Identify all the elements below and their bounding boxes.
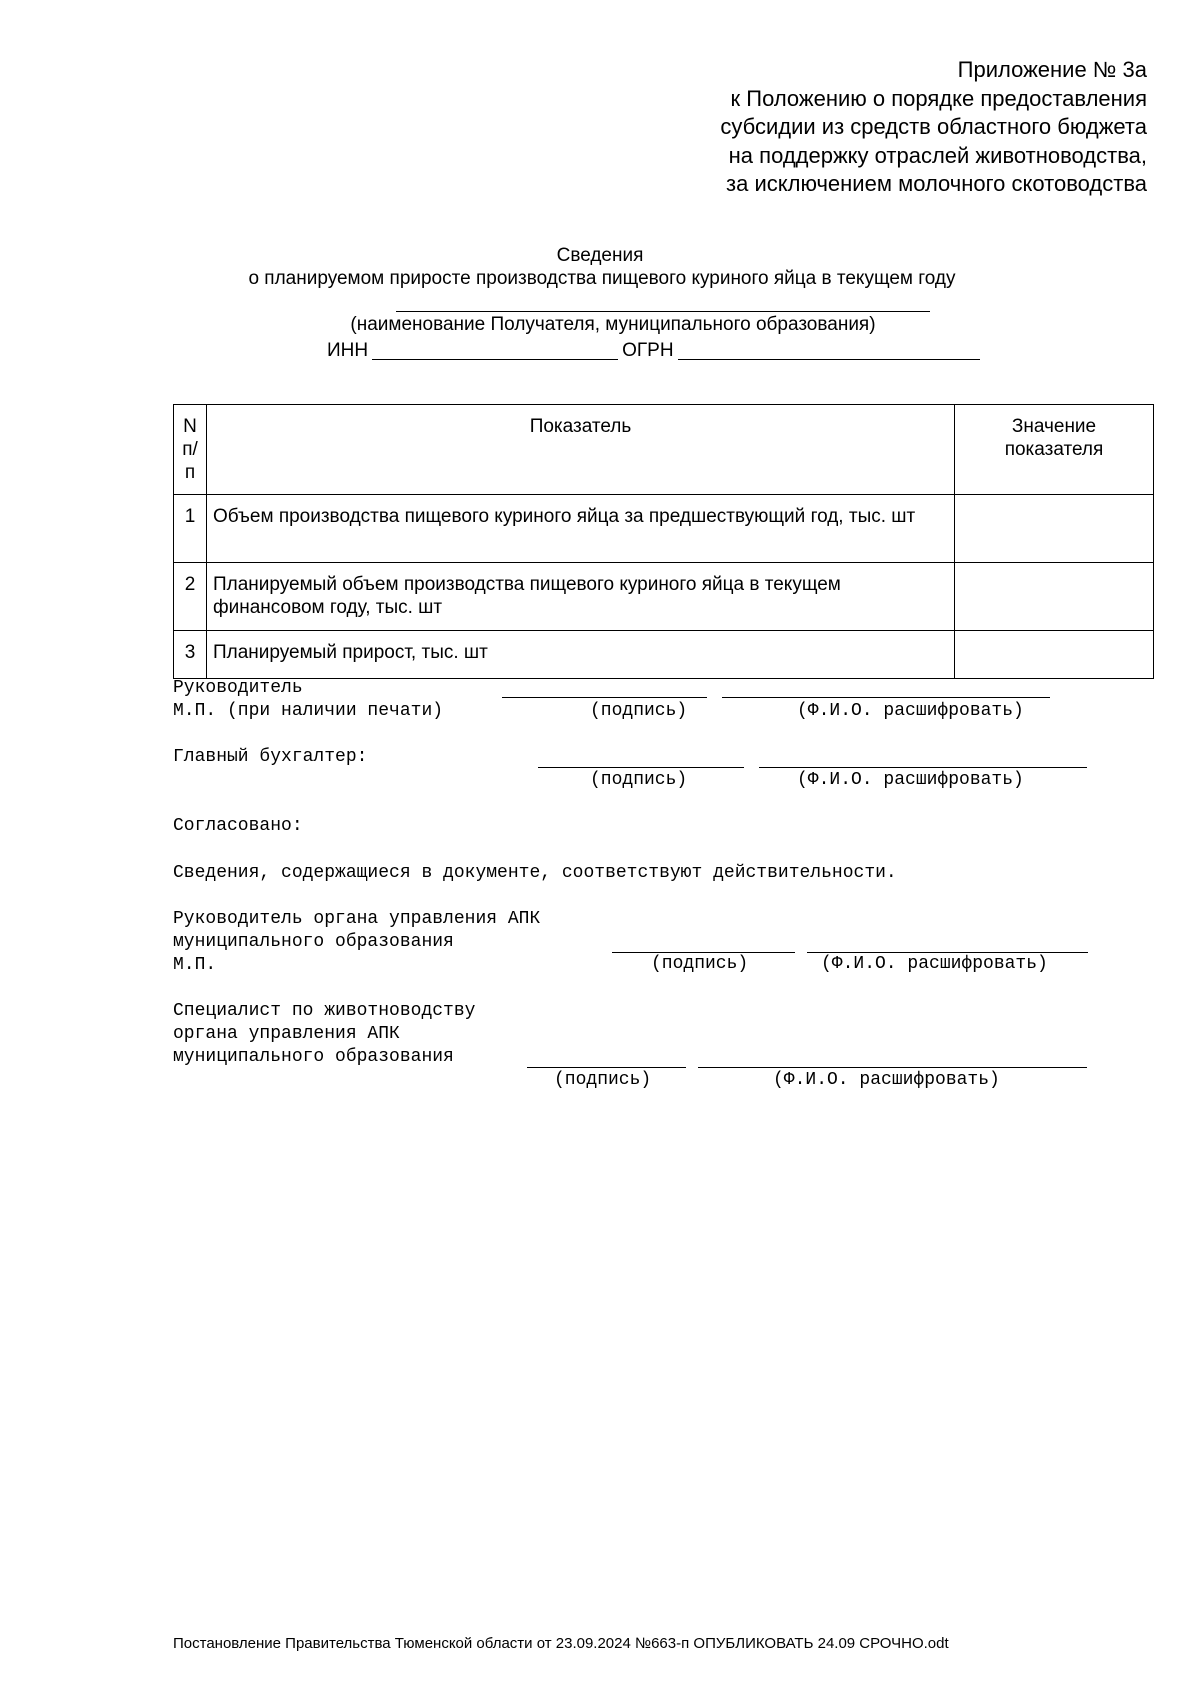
- inn-label: ИНН: [327, 340, 369, 361]
- name-caption: (Ф.И.О. расшифровать): [821, 954, 1048, 974]
- header-indicator: Показатель: [207, 405, 955, 495]
- head-label: Руководитель: [173, 678, 303, 698]
- recipient-name-line[interactable]: [396, 311, 930, 312]
- appendix-line: на поддержку отраслей животноводства,: [728, 142, 1147, 168]
- appendix-line: Приложение № 3а: [957, 57, 1147, 82]
- apk-head-stamp: М.П.: [173, 955, 217, 975]
- appendix-header: [547, 56, 1147, 199]
- appendix-line: к Положению о порядке предоставления: [730, 85, 1147, 111]
- name-caption: (Ф.И.О. расшифровать): [773, 1070, 1000, 1090]
- name-caption: (Ф.И.О. расшифровать): [797, 770, 1024, 790]
- apk-head-label-1: Руководитель органа управления АПК: [173, 909, 541, 929]
- header-num: [174, 405, 207, 495]
- specialist-label-1: Специалист по животноводству: [173, 1001, 476, 1021]
- ogrn-field[interactable]: [678, 340, 980, 360]
- row-value-cell[interactable]: [955, 563, 1154, 631]
- row-number: 3: [174, 631, 207, 679]
- title-line-1: Сведения: [556, 245, 644, 266]
- table-row: [174, 495, 1154, 563]
- signature-caption: (подпись): [590, 701, 688, 721]
- recipient-caption: (наименование Получателя, муниципального образования): [350, 314, 876, 335]
- appendix-line: за исключением молочного скотоводства: [726, 171, 1147, 196]
- header-value: [955, 405, 1154, 495]
- identifiers-row: [327, 339, 984, 362]
- specialist-name-line[interactable]: [698, 1067, 1087, 1068]
- confirmation-text: Сведения, содержащиеся в документе, соответствуют действительности.: [173, 863, 897, 883]
- head-signature-line[interactable]: [502, 697, 707, 698]
- row-indicator: Планируемый прирост, тыс. шт: [207, 631, 955, 679]
- header-num-line-2: п/п: [182, 439, 198, 483]
- header-num-line-1: N: [183, 416, 197, 437]
- table-header-row: [174, 405, 1154, 495]
- specialist-label-2: органа управления АПК: [173, 1024, 400, 1044]
- agreed-label: Согласовано:: [173, 816, 303, 836]
- document-title: [0, 244, 1200, 290]
- name-caption: (Ф.И.О. расшифровать): [797, 701, 1024, 721]
- title-line-2: о планируемом приросте производства пищевого куриного яйца в текущем году: [248, 268, 956, 289]
- chief-accountant-label: Главный бухгалтер:: [173, 747, 368, 767]
- stamp-label: М.П. (при наличии печати): [173, 701, 444, 721]
- head-name-line[interactable]: [722, 697, 1050, 698]
- ogrn-label: ОГРН: [622, 340, 674, 361]
- specialist-signature-line[interactable]: [527, 1067, 686, 1068]
- signature-caption: (подпись): [590, 770, 688, 790]
- signature-caption: (подпись): [651, 954, 749, 974]
- header-value-line-1: Значение: [1011, 416, 1097, 437]
- header-value-line-2: показателя: [1004, 439, 1104, 460]
- inn-field[interactable]: [372, 340, 618, 360]
- accountant-name-line[interactable]: [759, 767, 1087, 768]
- apk-head-label-2: муниципального образования: [173, 932, 454, 952]
- appendix-line: субсидии из средств областного бюджета: [720, 114, 1147, 139]
- row-value-cell[interactable]: [955, 495, 1154, 563]
- row-number: 1: [174, 495, 207, 563]
- row-number: 2: [174, 563, 207, 631]
- accountant-signature-line[interactable]: [538, 767, 744, 768]
- row-indicator: Планируемый объем производства пищевого куриного яйца в текущем финансовом году, тыс. шт: [207, 563, 955, 631]
- specialist-label-3: муниципального образования: [173, 1047, 454, 1067]
- table-row: [174, 563, 1154, 631]
- signature-caption: (подпись): [554, 1070, 652, 1090]
- row-value-cell[interactable]: [955, 631, 1154, 679]
- indicators-table: [173, 404, 1154, 679]
- table-row: [174, 631, 1154, 679]
- row-indicator: Объем производства пищевого куриного яйца за предшествующий год, тыс. шт: [207, 495, 955, 563]
- footer-document-reference: Постановление Правительства Тюменской области от 23.09.2024 №663-п ОПУБЛИКОВАТЬ 24.09 СРОЧНО.odt: [173, 1635, 949, 1652]
